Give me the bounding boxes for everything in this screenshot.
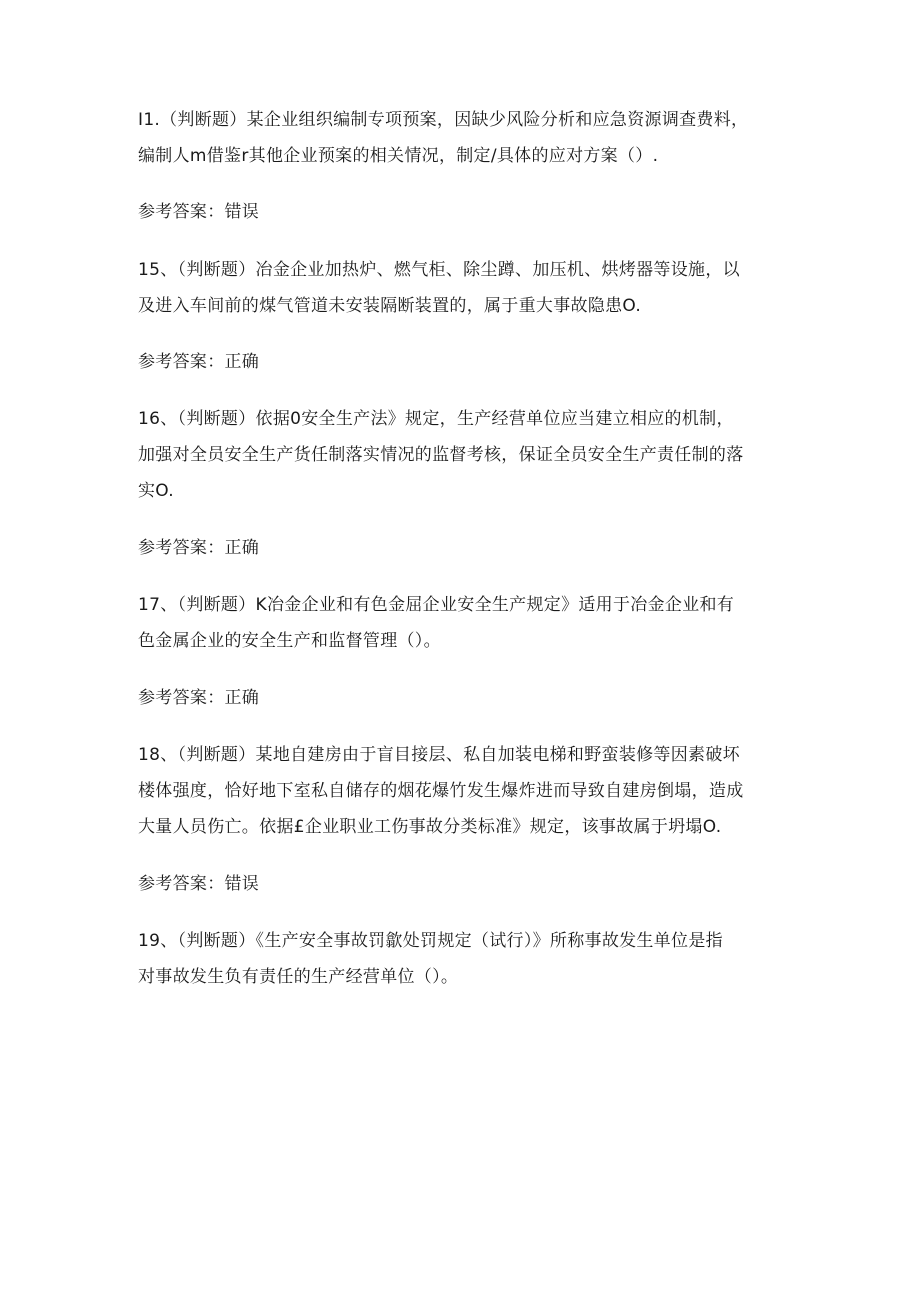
question-line: 19、（判断题）《生产安全事故罚歙处罚规定（试行）》所称事故发生单位是指 [138,931,723,951]
answer-line: 参考答案：正确 [138,538,260,558]
question-line: 及进入车间前的煤气管道未安装隔断装置的，属于重大事故隐患O. [138,296,642,316]
question-line: 实O. [138,481,174,501]
question-line: 对事故发生负有责任的生产经营单位（）。 [138,967,459,987]
answer-line: 参考答案：错误 [138,874,260,894]
question-line: 大量人员伤亡。依据£企业职业工伤事故分类标准》规定，该事故属于坍塌O. [138,817,722,837]
question-line: 楼体强度，恰好地下室私自储存的烟花爆竹发生爆炸进而导致自建房倒塌，造成 [138,781,744,801]
answer-line: 参考答案：正确 [138,688,260,708]
question-line: 16、（判断题）依据0安全生产法》规定，生产经营单位应当建立相应的机制， [138,409,734,429]
question-line: 17、（判断题）K冶金企业和有色金屈企业安全生产规定》适用于冶金企业和有 [138,595,735,615]
question-line: 18、（判断题）某地自建房由于盲目接层、私自加装电梯和野蛮装修等因素破坏 [138,745,740,765]
question-line: 加强对全员安全生产货任制落实情况的监督考核，保证全员安全生产责任制的落 [138,445,744,465]
question-line: 编制人m借鉴r其他企业预案的相关情况，制定/具体的应对方案（）. [138,146,659,166]
question-line: I1.（判断题）某企业组织编制专项预案，因缺少风险分析和应急资源调查费料， [138,110,749,130]
answer-line: 参考答案：错误 [138,202,260,222]
question-line: 15、（判断题）冶金企业加热炉、燃气柜、除尘蹲、加压机、烘烤器等设施，以 [138,260,740,280]
answer-line: 参考答案：正确 [138,352,260,372]
question-line: 色金属企业的安全生产和监督管理（）。 [138,631,441,651]
